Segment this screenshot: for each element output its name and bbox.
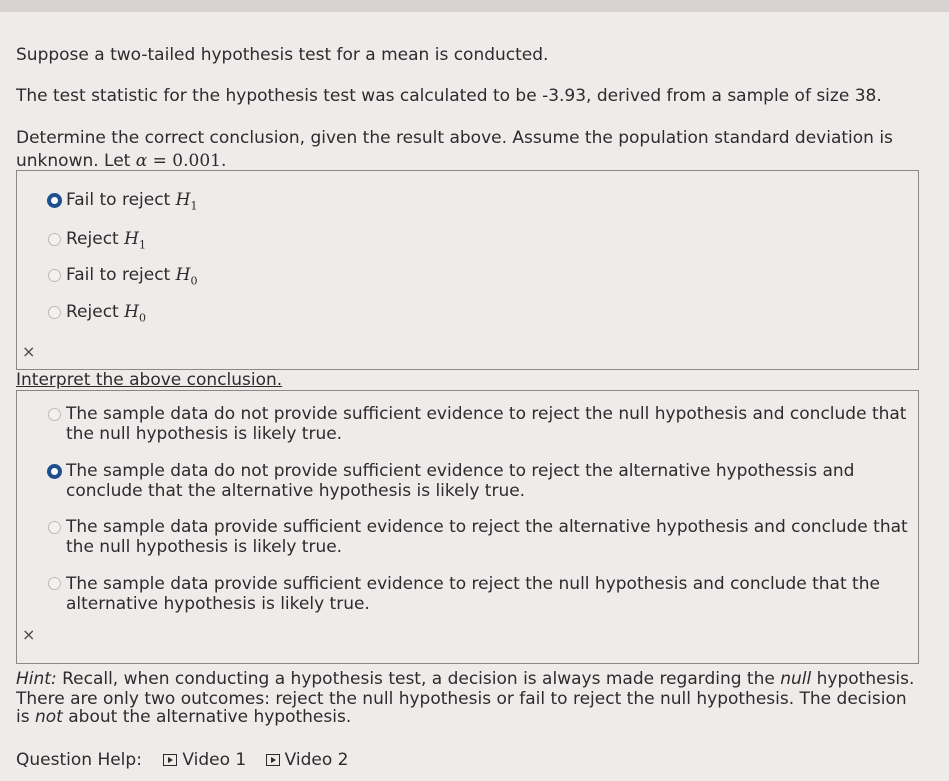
question-line-3: Determine the correct conclusion, given the result above. Assume the population standard deviation is [16,128,893,148]
radio-interpretation-4[interactable] [48,577,61,590]
option-reject-h1[interactable]: Reject $H_1$ [66,229,146,252]
incorrect-mark-2: × [22,625,36,644]
hint-line-3: is not about the alternative hypothesis. [16,707,352,727]
radio-reject-h0[interactable] [48,306,61,319]
radio-fail-reject-h1[interactable] [47,193,62,208]
question-line-2: The test statistic for the hypothesis test was calculated to be -3.93, derived from a sample of size 38. [16,86,882,106]
question-line-1: Suppose a two-tailed hypothesis test for a mean is conducted. [16,45,549,65]
alpha-symbol: α [135,151,148,171]
option-interpretation-3[interactable]: The sample data provide sufficient evidence to reject the alternative hypothesis and conclude that the null hypothesis is likely true. [66,517,908,557]
question-line-4 [16,151,226,171]
question-help [16,750,362,770]
video-1-link[interactable]: Video 1 [163,750,246,770]
alpha-value: = 0.001. [152,151,227,171]
option-fail-reject-h1[interactable]: Fail to reject $H_1$ [66,190,198,213]
radio-fail-reject-h0[interactable] [48,269,61,282]
option-interpretation-4[interactable]: The sample data provide sufficient evidence to reject the null hypothesis and conclude that the alternative hypothesis is likely true. [66,574,880,614]
option-fail-reject-h0[interactable]: Fail to reject $H_0$ [66,265,198,288]
hint-label: Hint: [16,669,57,689]
question-help-label: Question Help: [16,750,142,770]
video-icon [163,754,177,766]
video-2-link[interactable]: Video 2 [266,750,349,770]
hint-line-1: Hint: Recall, when conducting a hypothesis test, a decision is always made regarding the null hypothesis. [16,669,915,689]
incorrect-mark-1: × [22,342,36,361]
option-reject-h0[interactable]: Reject $H_0$ [66,302,146,325]
top-bar [0,0,949,12]
option-interpretation-2[interactable]: The sample data do not provide sufficient evidence to reject the alternative hypothessis and conclude that the alternative hypothesis is likely true. [66,461,855,501]
alpha-prefix: unknown. Let [16,151,131,171]
radio-interpretation-1[interactable] [48,408,61,421]
radio-reject-h1[interactable] [48,233,61,246]
option-interpretation-1[interactable]: The sample data do not provide sufficient evidence to reject the null hypothesis and conclude that the null hypothesis is likely true. [66,404,907,444]
video-icon [266,754,280,766]
interpret-prompt: Interpret the above conclusion. [16,370,283,390]
hint-line-2: There are only two outcomes: reject the null hypothesis or fail to reject the null hypothesis. The decision [16,689,907,709]
radio-interpretation-2[interactable] [47,464,62,479]
radio-interpretation-3[interactable] [48,521,61,534]
